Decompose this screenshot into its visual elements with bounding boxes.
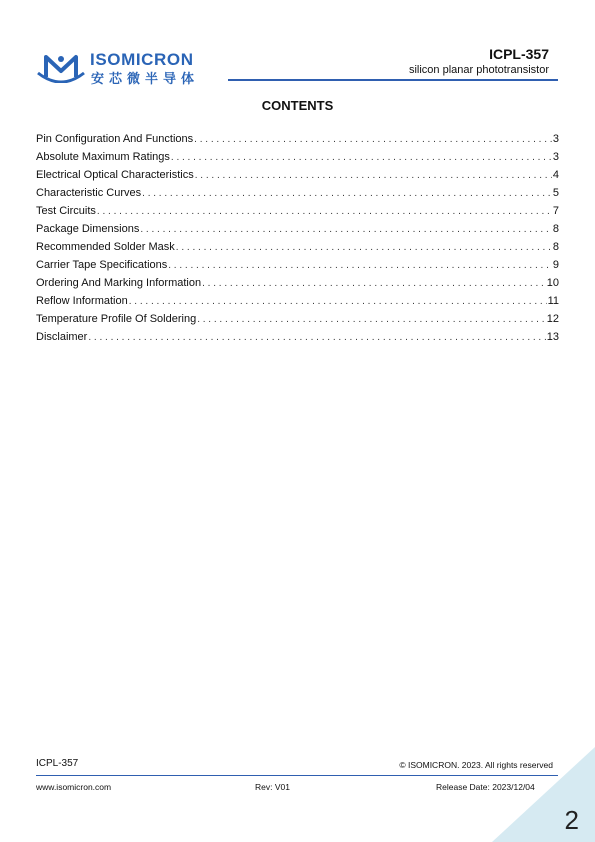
table-of-contents	[36, 133, 559, 349]
toc-entry[interactable]	[36, 277, 559, 295]
toc-dot-leader	[197, 314, 546, 325]
toc-entry[interactable]	[36, 331, 559, 349]
toc-entry-page: 5	[552, 187, 559, 199]
toc-entry-page: 7	[552, 205, 559, 217]
toc-entry[interactable]	[36, 295, 559, 313]
toc-entry-page: 11	[547, 295, 559, 307]
toc-entry[interactable]	[36, 151, 559, 169]
toc-dot-leader	[202, 278, 546, 289]
toc-entry-label: Reflow Information	[36, 295, 128, 307]
toc-entry[interactable]	[36, 205, 559, 223]
toc-dot-leader	[194, 134, 552, 145]
release-date: Release Date: 2023/12/04	[436, 782, 535, 792]
page-title: CONTENTS	[261, 98, 334, 113]
brand-chinese-name: 安芯微半导体	[91, 71, 200, 86]
toc-entry-label: Recommended Solder Mask	[36, 241, 175, 253]
toc-entry-label: Ordering And Marking Information	[36, 277, 202, 289]
toc-entry[interactable]	[36, 187, 559, 205]
revision-label: Rev: V01	[255, 782, 290, 792]
footer-rule	[36, 775, 558, 776]
footer-document-id: ICPL-357	[36, 758, 79, 769]
toc-entry-label: Pin Configuration And Functions	[36, 133, 194, 145]
toc-dot-leader	[88, 332, 545, 343]
isomicron-logo-icon	[36, 51, 86, 83]
toc-entry-page: 8	[552, 223, 559, 235]
toc-entry[interactable]	[36, 223, 559, 241]
toc-dot-leader	[168, 260, 552, 271]
brand-name: ISOMICRON	[90, 50, 194, 69]
header-rule	[228, 79, 558, 81]
toc-dot-leader	[171, 152, 552, 163]
toc-entry[interactable]	[36, 241, 559, 259]
document-id: ICPL-357	[489, 46, 549, 62]
toc-dot-leader	[140, 224, 552, 235]
toc-entry-page: 9	[552, 259, 559, 271]
toc-entry-page: 4	[552, 169, 559, 181]
toc-entry-label: Disclaimer	[36, 331, 88, 343]
toc-entry[interactable]	[36, 259, 559, 277]
toc-entry-label: Absolute Maximum Ratings	[36, 151, 170, 163]
toc-entry[interactable]	[36, 169, 559, 187]
toc-entry-page: 3	[552, 133, 559, 145]
toc-entry-label: Package Dimensions	[36, 223, 140, 235]
toc-dot-leader	[142, 188, 552, 199]
toc-dot-leader	[195, 170, 552, 181]
corner-decoration	[492, 747, 595, 842]
toc-dot-leader	[97, 206, 552, 217]
toc-entry-page: 12	[546, 313, 559, 325]
toc-entry-label: Characteristic Curves	[36, 187, 142, 199]
toc-entry-page: 8	[552, 241, 559, 253]
toc-entry[interactable]	[36, 313, 559, 331]
toc-entry-label: Test Circuits	[36, 205, 96, 217]
document-subtitle: silicon planar phototransistor	[408, 64, 549, 76]
toc-entry-label: Electrical Optical Characteristics	[36, 169, 194, 181]
toc-entry[interactable]	[36, 133, 559, 151]
toc-entry-page: 13	[546, 331, 559, 343]
toc-entry-label: Temperature Profile Of Soldering	[36, 313, 197, 325]
toc-dot-leader	[176, 242, 552, 253]
website-link[interactable]: www.isomicron.com	[36, 782, 112, 792]
toc-entry-page: 3	[552, 151, 559, 163]
toc-dot-leader	[129, 296, 547, 307]
toc-entry-page: 10	[546, 277, 559, 289]
page-number: 2	[564, 805, 579, 835]
toc-entry-label: Carrier Tape Specifications	[36, 259, 168, 271]
copyright-notice: © ISOMICRON. 2023. All rights reserved	[399, 760, 553, 770]
company-logo	[36, 49, 226, 86]
